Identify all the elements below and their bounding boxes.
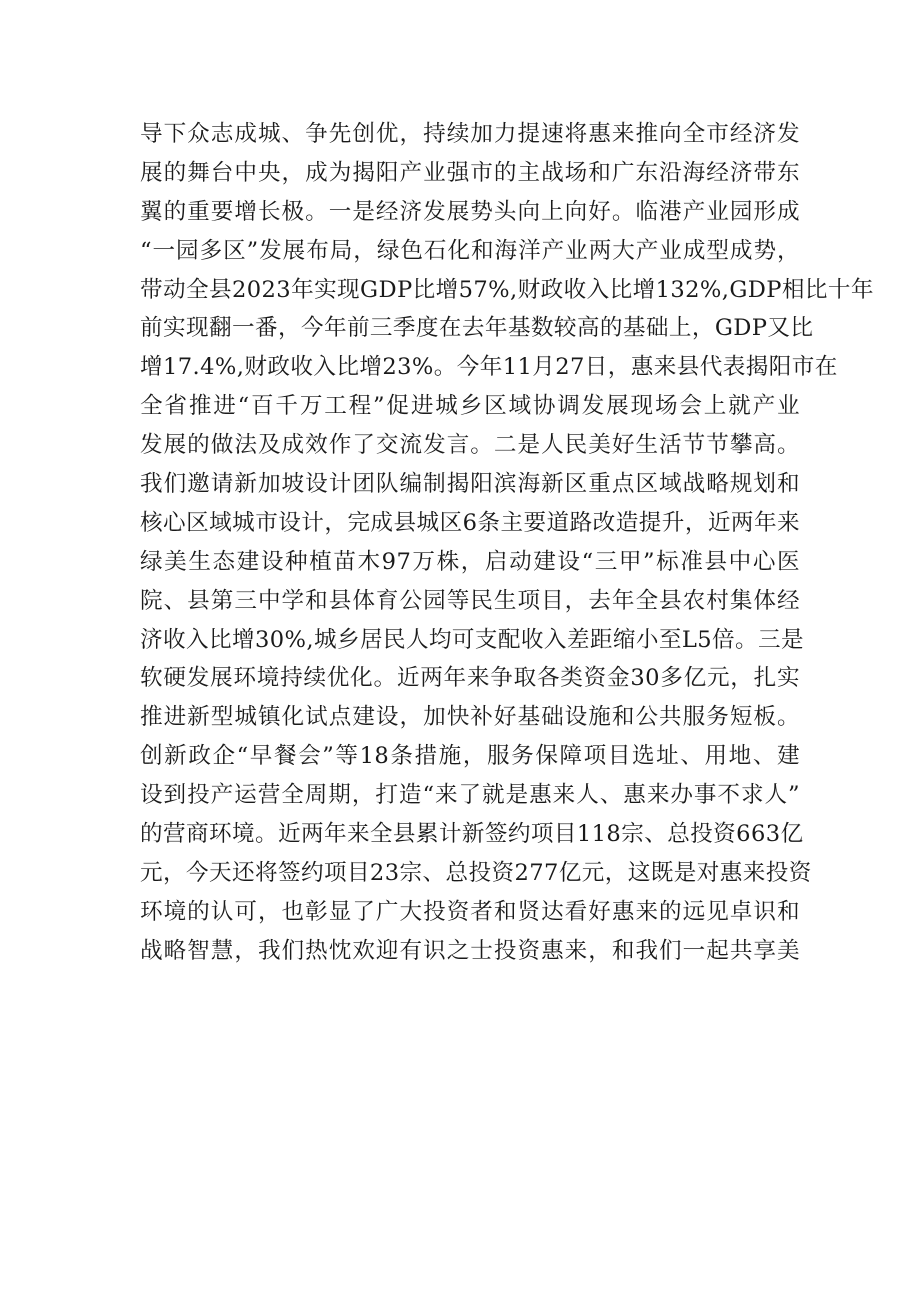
text-line: 前实现翻一番，今年前三季度在去年基数较高的基础上，GDP又比 — [140, 315, 814, 342]
text-line: 翼的重要增长极。一是经济发展势头向上向好。临港产业园形成 — [140, 198, 800, 225]
text-line: 增17.4%,财政收入比增23%。今年11月27日，惠来县代表揭阳市在 — [140, 354, 838, 381]
text-line: 环境的认可，也彰显了广大投资者和贤达看好惠来的远见卓识和 — [140, 898, 800, 925]
text-line: 济收入比增30%,城乡居民人均可支配收入差距缩小至L5倍。三是 — [140, 626, 805, 653]
text-line: 绿美生态建设种植苗木97万株，启动建设“三甲”标准县中心医 — [140, 548, 800, 575]
text-line: 导下众志成城、争先创优，持续加力提速将惠来推向全市经济发 — [140, 121, 800, 147]
text-line: 创新政企“早餐会”等18条措施，服务保障项目选址、用地、建 — [140, 743, 800, 770]
text-line: 战略智慧，我们热忱欢迎有识之士投资惠来，和我们一起共享美 — [140, 937, 800, 964]
text-line: 全省推进“百千万工程”促进城乡区域协调发展现场会上就产业 — [140, 393, 800, 420]
text-line: “一园多区”发展布局，绿色石化和海洋产业两大产业成型成势， — [140, 237, 800, 264]
text-line: 推进新型城镇化试点建设，加快补好基础设施和公共服务短板。 — [140, 704, 800, 731]
text-line: 带动全县2023年实现GDP比增57%,财政收入比增132%,GDP相比十年 — [140, 276, 874, 303]
text-line: 核心区域城市设计，完成县城区6条主要道路改造提升，近两年来 — [140, 509, 800, 536]
text-line: 我们邀请新加坡设计团队编制揭阳滨海新区重点区域战略规划和 — [140, 471, 800, 498]
text-line: 设到投产运营全周期，打造“来了就是惠来人、惠来办事不求人” — [140, 782, 800, 809]
text-line: 展的舞台中央，成为揭阳产业强市的主战场和广东沿海经济带东 — [140, 159, 800, 186]
text-line: 发展的做法及成效作了交流发言。二是人民美好生活节节攀高。 — [140, 432, 800, 459]
text-line: 元，今天还将签约项目23宗、总投资277亿元，这既是对惠来投资 — [140, 859, 812, 886]
text-line: 软硬发展环境持续优化。近两年来争取各类资金30多亿元，扎实 — [140, 665, 800, 692]
text-line: 的营商环境。近两年来全县累计新签约项目118宗、总投资663亿 — [140, 821, 804, 848]
text-line: 院、县第三中学和县体育公园等民生项目，去年全县农村集体经 — [140, 587, 800, 614]
body-paragraph — [140, 115, 874, 971]
